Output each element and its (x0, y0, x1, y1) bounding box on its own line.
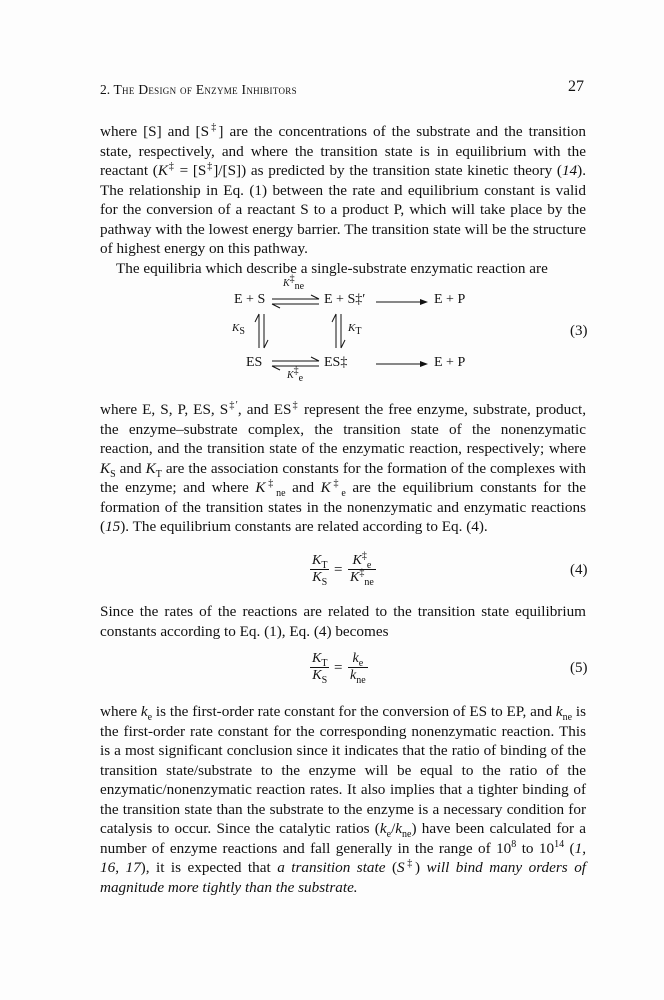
k-e-label: $K^\ddagger_e$ (287, 365, 304, 384)
top-mid-species: E + S‡′ (324, 292, 366, 307)
paragraph-5: where $k_e$ is the first-order rate constant for the conversion of ES to EP, and $k_{ne}$ is the first-order rate constant for the corresponding nonenzymatic reaction. This is a most significant conclusion since it indicates that the ratio of binding of the transition state/substrate to the enzyme will be equal to the ratio of the enzymatic/nonenzymatic reaction rates. It also implies that a tighter binding of the transition state than the substrate to the enzyme is a necessary condition for catalysis to occur. Since the catalytic ratios $(k_e/k_{ne})$ have been calculated for a number of enzyme reactions and fall generally in the range of $10^8$ to $10^{14}$ (1, 16, 17), it is expected that a transition state (S‡) will bind many orders of magnitude more tightly than the substrate. (100, 703, 587, 896)
top-left-species: E + S (234, 292, 266, 307)
eq4-rhs: $\frac{K^\ddagger_e}{K^\ddagger_{ne}}$ (350, 550, 374, 588)
page-number: 27 (568, 78, 584, 95)
bottom-right-species: E + P (434, 355, 466, 370)
bottom-mid-species: ES‡ (324, 355, 348, 370)
chapter-number: 2. (100, 82, 111, 97)
k-ne-label: $K^\ddagger_{ne}$ (283, 273, 305, 292)
paragraph-1: where [S] and [S‡] are the concentrations of the substrate and the transition state, respectively, and where the transition state is in equilibrium with the reactant (K‡ = [S‡]/[S]) as predicted by the transition state kinetic theory (14). The relationship in Eq. (1) between the rate and equilibrium constant is valid for the conversion of a reactant S to a product P, which will take place by the pathway with the lowest energy barrier. The transition state will be the structure of highest energy on this pathway. The equilibria which describe a single-substrate enzymatic reaction are (100, 121, 586, 277)
equilibrium-scheme (0, 273, 664, 390)
eq4-lhs: $\frac{K_T}{K_S}$ (312, 553, 328, 588)
k-t-label: $K_T$ (348, 322, 362, 338)
top-right-species: E + P (434, 292, 466, 307)
running-header (100, 78, 584, 102)
chapter-title: The Design of Enzyme Inhibitors (113, 82, 297, 97)
paragraph-2: The equilibria which describe a single-substrate enzymatic reaction are (116, 259, 548, 277)
equation-number-4: (4) (570, 562, 588, 578)
paragraph-3: where E, S, P, ES, S‡′, and ES‡ represent the free enzyme, substrate, product, the enzyme–substrate complex, the transition state of the nonenzymatic reaction, and the transition state of the enzymatic reaction, respectively; where $K_S$ and $K_T$ are the association constants for the formation of the complexes with the enzyme; and where $K^\ddagger_{ne}$ and $K^\ddagger_e$ are the equilibrium constants for the formation of the transition states in the nonenzymatic and enzymatic reactions (15). The equilibrium constants are related according to Eq. (4). (100, 399, 587, 535)
paragraph-4: Since the rates of the reactions are related to the transition state equilibrium constants according to Eq. (1), Eq. (4) becomes (100, 603, 586, 640)
equation-number-5: (5) (570, 660, 588, 676)
bottom-left-species: ES (246, 355, 263, 370)
equation-number-3: (3) (570, 323, 588, 339)
eq5-rhs: $k_e$ $k_{ne}$ (350, 651, 366, 686)
eq5-lhs: $\frac{K_T}{K_S}$ (312, 651, 328, 686)
chapter-heading (100, 82, 297, 98)
k-s-label: $K_S$ (232, 322, 245, 338)
